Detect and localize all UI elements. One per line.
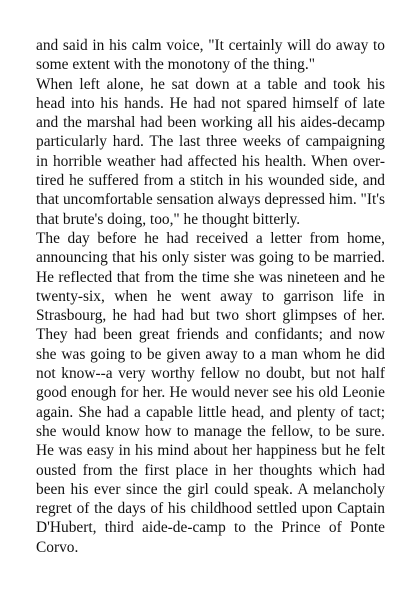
document-page — [36, 36, 385, 557]
paragraph-3: The day before he had received a letter from home, announcing that his only sister was going to be married. He reflected that from the time she was nineteen and he twenty-six, when he went away to garrison life in Strasbourg, he had had but two short glimpses of her. They had been great friends and confidants; and now she was going to be given away to a man whom he did not know--a very worthy fellow no doubt, but not half good enough for her. He would never see his old Leonie again. She had a capable little head, and plenty of tact; she would know how to manage the fellow, to be sure. He was easy in his mind about her happiness but he felt ousted from the first place in her thoughts which had been his ever since the girl could speak. A melancholy regret of the days of his childhood settled upon Captain D'Hubert, third aide-de-camp to the Prince of Ponte Corvo. — [36, 229, 385, 556]
paragraph-2: When left alone, he sat down at a table and took his head into his hands. He had not spared himself of late and the marshal had been working all his aides-decamp particularly hard. The last three weeks of campaigning in horrible weather had affected his health. When over-tired he suffered from a stitch in his wounded side, and that uncomfortable sensation always depressed him. "It's that brute's doing, too," he thought bitterly. — [36, 75, 385, 228]
paragraph-1: and said in his calm voice, "It certainly will do away to some extent with the monotony of the thing." — [36, 37, 385, 74]
